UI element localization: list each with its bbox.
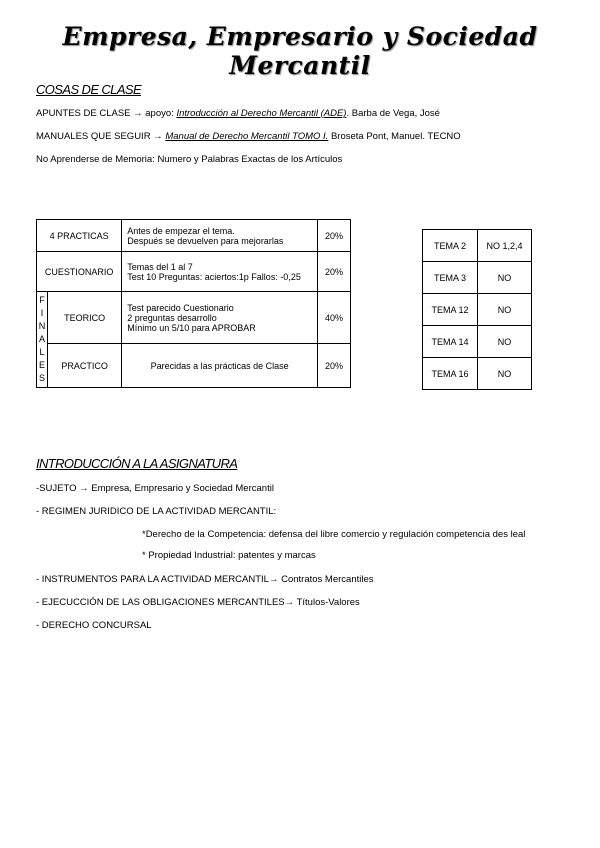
table-row [423,358,532,390]
finales-label [37,292,48,388]
table-row [423,326,532,358]
finales-letter: I [40,308,44,318]
intro-line: - INSTRUMENTOS PARA LA ACTIVIDAD MERCANTIL→ Contratos Mercantiles [36,574,374,585]
table-row [37,344,351,388]
tema-cell: TEMA 12 [423,294,478,326]
tema-value: NO [478,326,532,358]
manuales-link[interactable]: Manual de Derecho Mercantil TOMO I. [165,131,329,142]
manuales-prefix: MANUALES QUE SEGUIR → [36,131,166,142]
tema-cell: TEMA 2 [423,230,478,262]
apuntes-line [36,108,440,119]
intro-line: - REGIMEN JURIDICO DE LA ACTIVIDAD MERCANTIL: [36,506,277,517]
manuales-line [36,131,461,142]
tema-cell: TEMA 16 [423,358,478,390]
desc-line: Después se devuelven para mejorarlas [127,235,284,246]
intro-line: - EJECUCCIÓN DE LAS OBLIGACIONES MERCANTILES→ Títulos-Valores [36,597,360,608]
finales-letter: F [39,295,45,305]
finales-letter: L [39,347,45,357]
row-desc: Parecidas a las prácticas de Clase [122,344,318,388]
finales-letter: S [38,373,45,383]
finales-letter: E [38,360,45,370]
row-label: CUESTIONARIO [37,252,122,292]
row-pct: 20% [318,344,351,388]
row-label: PRACTICO [48,344,122,388]
cosas-heading: COSAS DE CLASE [36,82,142,97]
desc-line: Test parecido Cuestionario [127,302,234,313]
intro-heading: INTRODUCCIÓN A LA ASIGNATURA [36,456,238,471]
apuntes-prefix: APUNTES DE CLASE → apoyo: [36,108,177,119]
intro-subline: * Propiedad Industrial: patentes y marcas [142,550,316,561]
row-pct: 40% [318,292,351,344]
tema-value: NO [478,358,532,390]
table-row [37,292,351,344]
row-desc [122,252,318,292]
apuntes-link[interactable]: Introducción al Derecho Mercantil (ADE) [176,108,347,119]
desc-line: 2 preguntas desarrollo [127,312,217,323]
row-desc [122,220,318,252]
finales-letter: A [38,334,45,344]
table-row [37,220,351,252]
row-pct: 20% [318,252,351,292]
finales-letter: N [38,321,46,331]
table-row [37,252,351,292]
memoria-line: No Aprenderse de Memoria: Numero y Palabras Exactas de los Artículos [36,154,343,165]
intro-subline: *Derecho de la Competencia: defensa del libre comercio y regulación competencia des leal [142,529,526,540]
row-label: 4 PRACTICAS [37,220,122,252]
tema-cell: TEMA 3 [423,262,478,294]
tema-value: NO [478,294,532,326]
intro-line: - DERECHO CONCURSAL [36,620,152,631]
tema-cell: TEMA 14 [423,326,478,358]
document-title: Empresa, Empresario y Sociedad Mercantil [62,22,538,80]
manuales-suffix: Broseta Pont, Manuel. TECNO [328,131,461,142]
desc-line: Temas del 1 al 7 [127,261,193,272]
row-pct: 20% [318,220,351,252]
table-row [423,262,532,294]
intro-line: -SUJETO → Empresa, Empresario y Sociedad Mercantil [36,483,274,494]
desc-line: Test 10 Preguntas: aciertos:1p Fallos: -0,25 [127,271,301,282]
desc-line: Mínimo un 5/10 para APROBAR [127,322,256,333]
temas-table [422,229,532,390]
row-desc [122,292,318,344]
row-label: TEORICO [48,292,122,344]
table-row [423,294,532,326]
tema-value: NO [478,262,532,294]
tema-value: NO 1,2,4 [478,230,532,262]
evaluation-table [36,219,351,388]
table-row [423,230,532,262]
desc-line: Antes de empezar el tema. [127,225,235,236]
apuntes-suffix: . Barba de Vega, José [346,108,440,119]
